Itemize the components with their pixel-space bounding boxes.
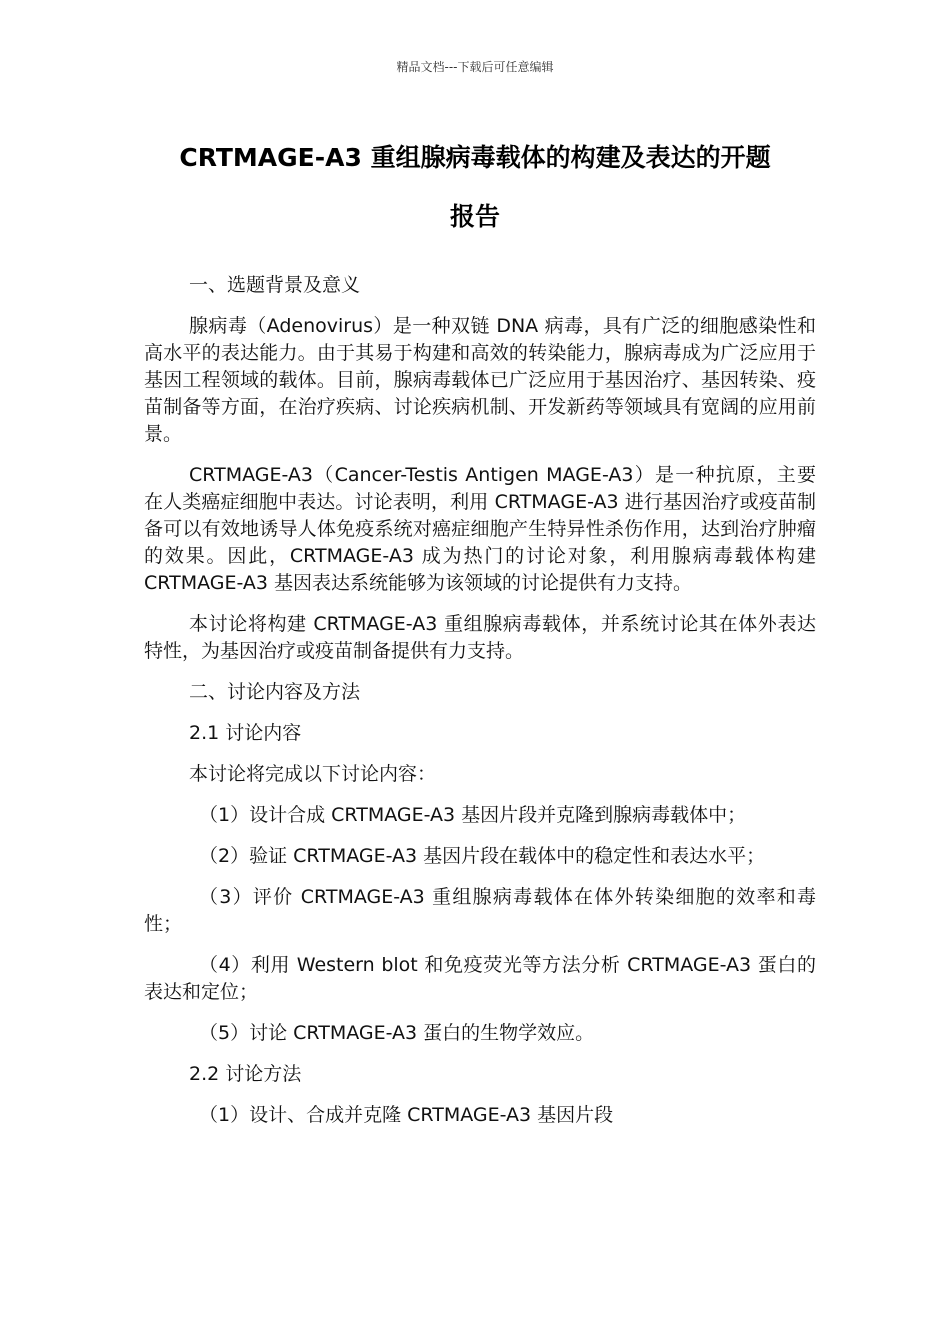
paragraph-content-intro: 本讨论将完成以下讨论内容： bbox=[189, 763, 437, 785]
header-note: 精品文档---下载后可任意编辑 bbox=[396, 60, 554, 74]
section-heading-background: 一、选题背景及意义 bbox=[189, 274, 361, 296]
paragraph-crtmage-intro: CRTMAGE-A3（Cancer-Testis Antigen MAGE-A3）是一种抗原，主要在人类癌症细胞中表达。讨论表明，利用 CRTMAGE-A3 进行基因治疗或疫苗制备可以有效地诱导人体免疫系统对癌症细胞产生特异性杀伤作用，达到治疗肿瘤的效果。因此，CRTMAGE-A3 成为热门的讨论对象，利用腺病毒载体构建 CRTMAGE-A3 基因表达系统能够为该领域的讨论提供有力支持。 bbox=[144, 464, 816, 594]
subsection-heading-methods: 2.2 讨论方法 bbox=[189, 1063, 302, 1085]
list-item-2: （2）验证 CRTMAGE-A3 基因片段在载体中的稳定性和表达水平； bbox=[199, 845, 766, 867]
paragraph-study-aim: 本讨论将构建 CRTMAGE-A3 重组腺病毒载体，并系统讨论其在体外表达特性，为基因治疗或疫苗制备提供有力支持。 bbox=[144, 613, 816, 662]
subsection-heading-content: 2.1 讨论内容 bbox=[189, 722, 302, 744]
list-item-4: （4）利用 Western blot 和免疫荧光等方法分析 CRTMAGE-A3 蛋白的表达和定位； bbox=[144, 954, 816, 1003]
paragraph-adenovirus-intro: 腺病毒（Adenovirus）是一种双链 DNA 病毒，具有广泛的细胞感染性和高水平的表达能力。由于其易于构建和高效的转染能力，腺病毒成为广泛应用于基因工程领域的载体。目前，腺病毒载体已广泛应用于基因治疗、基因转染、疫苗制备等方面，在治疗疾病、讨论疾病机制、开发新药等领域具有宽阔的应用前景。 bbox=[144, 315, 816, 445]
document-title-line-2: 报告 bbox=[449, 202, 500, 231]
method-item-1: （1）设计、合成并克隆 CRTMAGE-A3 基因片段 bbox=[199, 1104, 614, 1126]
list-item-5: （5）讨论 CRTMAGE-A3 蛋白的生物学效应。 bbox=[199, 1022, 595, 1044]
list-item-3: （3）评价 CRTMAGE-A3 重组腺病毒载体在体外转染细胞的效率和毒性； bbox=[144, 886, 816, 935]
document-title-line-1: CRTMAGE-A3 重组腺病毒载体的构建及表达的开题 bbox=[179, 143, 771, 172]
section-heading-content-methods: 二、讨论内容及方法 bbox=[189, 681, 361, 703]
list-item-1: （1）设计合成 CRTMAGE-A3 基因片段并克隆到腺病毒载体中； bbox=[199, 804, 747, 826]
document-body bbox=[144, 272, 816, 1143]
